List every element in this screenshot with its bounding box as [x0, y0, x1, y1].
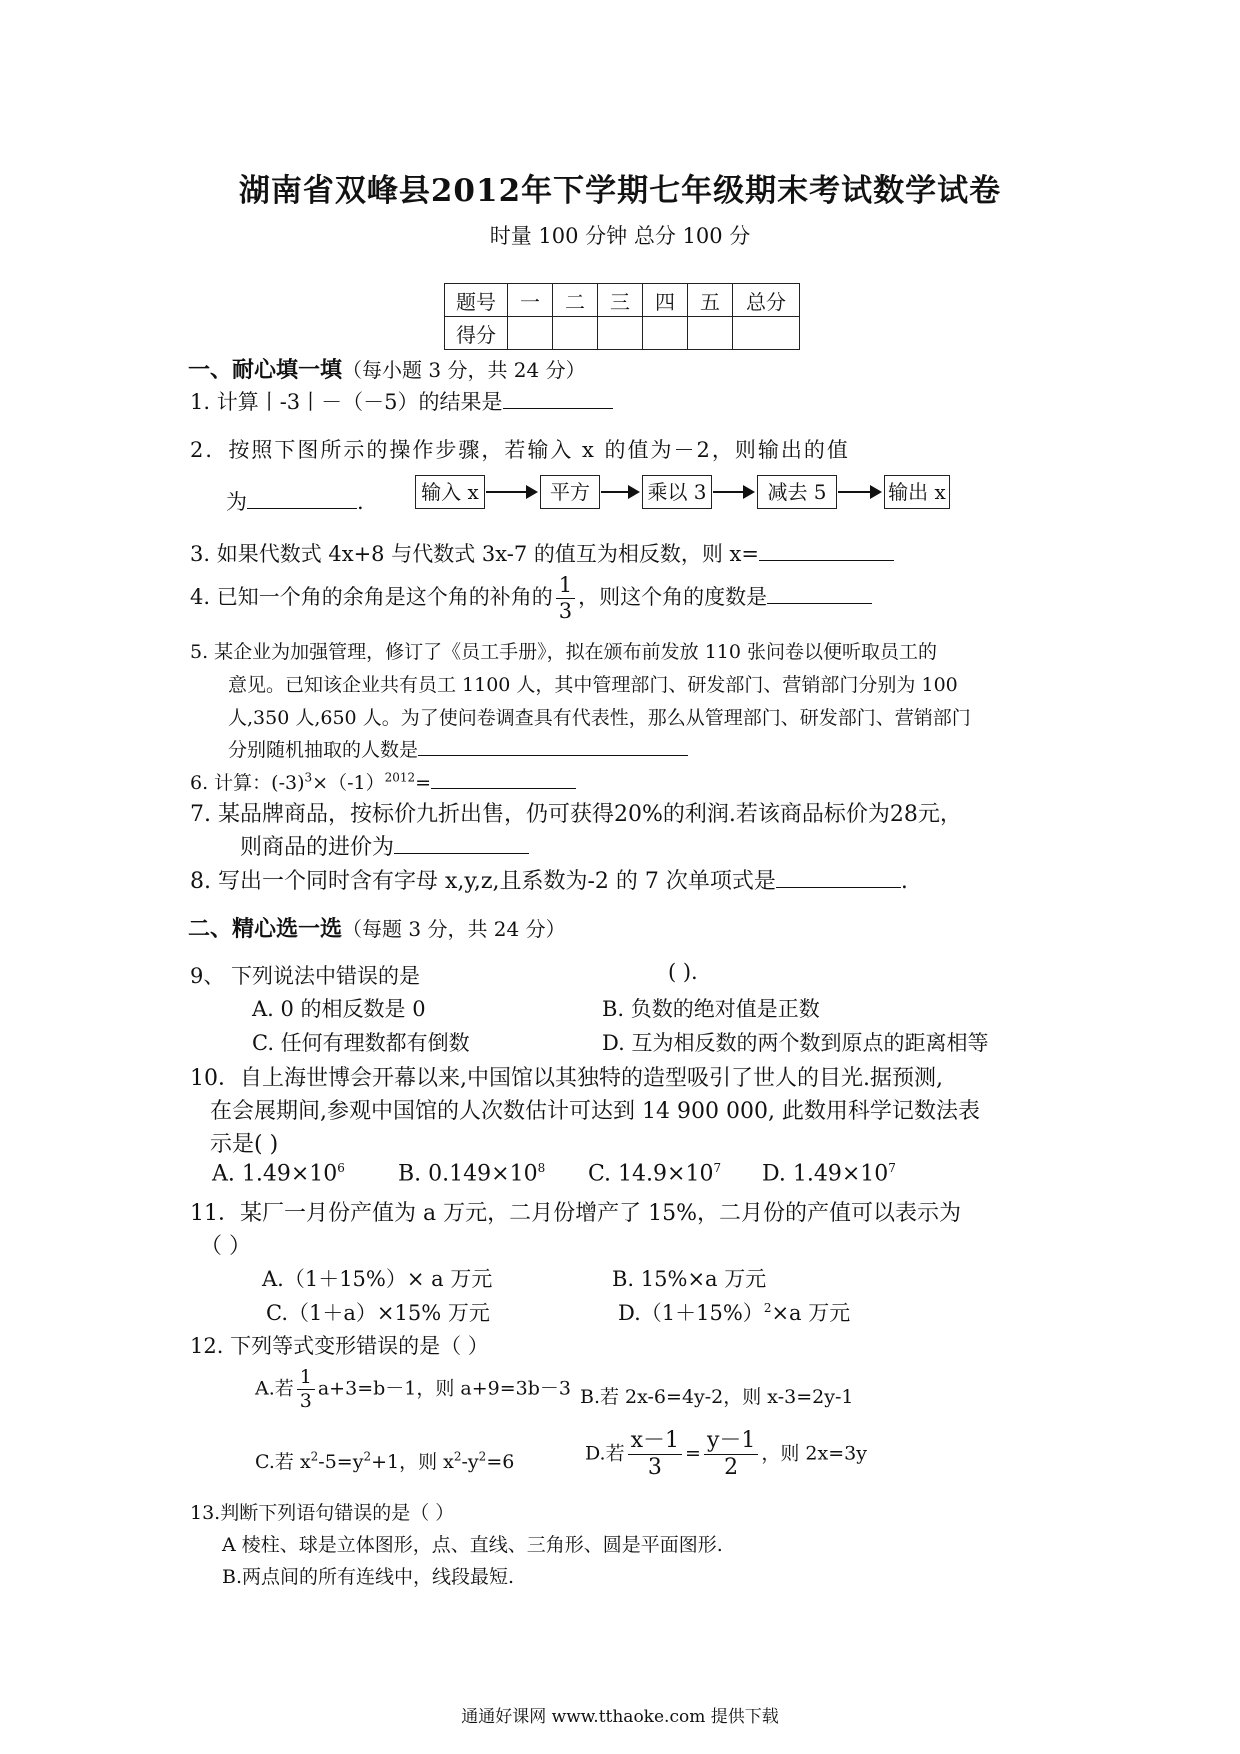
flow-arrow — [713, 491, 753, 493]
answer-blank — [776, 869, 901, 888]
question-6-prefix: 6. 计算：(-3) — [190, 772, 305, 794]
question-6-mid: ×（-1） — [312, 772, 385, 794]
option-a: A 棱柱、球是立体图形，点、直线、三角形、圆是平面图形. — [222, 1534, 723, 1556]
question-1 — [190, 386, 613, 416]
fraction-numerator: y－1 — [704, 1430, 758, 1455]
question-4 — [190, 575, 872, 622]
question-3-text: 3. 如果代数式 4x+8 与代数式 3x-7 的值互为相反数，则 x= — [190, 542, 759, 566]
section-2-heading — [188, 912, 566, 943]
question-6 — [190, 768, 576, 795]
exponent: 2012 — [384, 770, 416, 785]
question-2-prefix: 为 — [226, 490, 247, 514]
question-3 — [190, 538, 894, 568]
option-b — [398, 1161, 545, 1186]
footer-source: 通通好课网 www.tthaoke.com 提供下载 — [461, 1707, 779, 1727]
section-1-points: （每小题 3 分，共 24 分） — [342, 358, 586, 382]
question-8 — [190, 864, 908, 895]
option-d — [618, 1297, 850, 1327]
score-input-cell — [733, 317, 800, 350]
question-5-line1: 5. 某企业为加强管理，修订了《员工手册》，拟在颁布前发放 110 张问卷以便听取员工的 — [190, 641, 938, 663]
option-a: A. 0 的相反数是 0 — [252, 997, 426, 1021]
option-a-suffix: a+3=b－1，则 a+9=3b－3 — [317, 1377, 572, 1400]
option-c: C. 任何有理数都有倒数 — [252, 1031, 470, 1055]
option-b: B. 15%×a 万元 — [612, 1267, 767, 1291]
question-1-text: 1. 计算丨-3丨－（－5）的结果是 — [190, 390, 503, 414]
fraction — [704, 1430, 758, 1479]
score-input-cell — [643, 317, 688, 350]
question-8-text: 8. 写出一个同时含有字母 x,y,z,且系数为-2 的 7 次单项式是 — [190, 869, 776, 894]
table-cell: 二 — [553, 284, 598, 317]
table-cell: 一 — [508, 284, 553, 317]
question-9-text: 9、 下列说法中错误的是 — [190, 964, 421, 988]
score-input-cell — [688, 317, 733, 350]
fraction-denominator: 3 — [299, 1390, 312, 1412]
fraction-denominator: 3 — [647, 1455, 662, 1480]
option-c-text: C. 14.9×10 — [588, 1161, 714, 1187]
section-2-points: （每题 3 分，共 24 分） — [342, 917, 566, 941]
question-7-line2 — [240, 830, 529, 861]
section-1-title: 一、耐心填一填 — [188, 357, 343, 383]
score-input-cell — [508, 317, 553, 350]
flow-box-multiply: 乘以 3 — [642, 475, 712, 509]
fraction-numerator: x－1 — [628, 1430, 682, 1455]
fraction — [297, 1368, 315, 1411]
question-5-line3: 人,350 人,650 人。为了使问卷调查具有代表性，那么从管理部门、研发部门、营销部门 — [228, 707, 971, 729]
fraction-numerator: 1 — [297, 1368, 315, 1390]
answer-blank — [418, 737, 688, 756]
question-9 — [190, 960, 420, 990]
flow-arrow — [601, 491, 638, 493]
question-11-line2: （ ） — [200, 1234, 251, 1259]
question-7-line1: 7. 某品牌商品，按标价九折出售，仍可获得20%的利润.若该商品标价为28元， — [190, 802, 962, 827]
option-a: A.（1＋15%）× a 万元 — [262, 1267, 493, 1291]
table-cell: 得分 — [445, 317, 508, 350]
question-10-line1: 10．自上海世博会开幕以来,中国馆以其独特的造型吸引了世人的目光.据预测, — [190, 1066, 943, 1091]
option-b: B.若 2x-6=4y-2，则 x-3=2y-1 — [580, 1386, 854, 1408]
option-b: B. 负数的绝对值是正数 — [602, 997, 820, 1021]
question-7-text: 则商品的进价为 — [240, 835, 395, 860]
question-4-suffix: ，则这个角的度数是 — [578, 585, 768, 609]
flow-box-square: 平方 — [540, 475, 600, 509]
option-a-text: A. 1.49×10 — [212, 1161, 338, 1187]
option-d-suffix: ×a 万元 — [771, 1301, 851, 1325]
option-d — [762, 1161, 896, 1186]
question-13: 13.判断下列语句错误的是（ ） — [190, 1502, 455, 1524]
score-table — [444, 283, 800, 350]
option-b-text: B. 0.149×10 — [398, 1161, 538, 1187]
exponent: 6 — [337, 1161, 345, 1175]
option-c — [255, 1447, 514, 1474]
table-cell: 三 — [598, 284, 643, 317]
score-input-cell — [598, 317, 643, 350]
option-c-part: -5=y — [318, 1451, 364, 1473]
equals-sign: = — [685, 1442, 701, 1465]
question-5-text: 分别随机抽取的人数是 — [228, 739, 419, 761]
option-a-prefix: A.若 — [255, 1377, 294, 1400]
option-d-prefix: D.若 — [585, 1442, 625, 1465]
fraction-denominator: 2 — [724, 1455, 739, 1480]
option-d: D. 互为相反数的两个数到原点的距离相等 — [602, 1031, 989, 1055]
table-cell: 题号 — [445, 284, 508, 317]
option-c-part: C.若 x — [255, 1451, 311, 1473]
option-a — [212, 1161, 345, 1186]
question-10-line3: 示是( ) — [210, 1132, 279, 1157]
question-4-prefix: 4. 已知一个角的余角是这个角的补角的 — [190, 585, 553, 609]
answer-blank — [247, 488, 357, 509]
option-c: C.（1＋a）×15% 万元 — [266, 1301, 490, 1325]
flow-box-subtract: 减去 5 — [757, 475, 837, 509]
section-1-heading — [188, 353, 586, 384]
score-table-header-row — [445, 284, 800, 317]
answer-blank — [431, 770, 576, 789]
option-c-part: =6 — [486, 1451, 515, 1473]
table-cell: 五 — [688, 284, 733, 317]
fraction-numerator: 1 — [556, 575, 575, 599]
answer-blank — [767, 583, 872, 604]
flow-box-output: 输出 x — [884, 475, 950, 509]
flow-arrow — [838, 491, 880, 493]
table-cell: 总分 — [733, 284, 800, 317]
page-title: 湖南省双峰县2012年下学期七年级期末考试数学试卷 — [238, 173, 1002, 209]
option-d-text: D. 1.49×10 — [762, 1161, 889, 1187]
question-2-line1: 2．按照下图所示的操作步骤，若输入 x 的值为－2，则输出的值 — [190, 438, 850, 462]
fraction-denominator: 3 — [558, 599, 573, 623]
question-5-line4 — [228, 735, 688, 762]
table-cell: 四 — [643, 284, 688, 317]
question-5-line2: 意见。已知该企业共有员工 1100 人，其中管理部门、研发部门、营销部门分别为 100 — [228, 674, 958, 696]
option-c-part: -y — [461, 1451, 479, 1473]
option-b: B.两点间的所有连线中，线段最短. — [222, 1566, 515, 1588]
question-11-line1: 11．某厂一月份产值为 a 万元，二月份增产了 15%，二月份的产值可以表示为 — [190, 1201, 961, 1226]
exponent: 7 — [713, 1161, 722, 1175]
flow-box-input: 输入 x — [415, 475, 485, 509]
fraction — [628, 1430, 682, 1479]
question-9-paren: ( ). — [668, 960, 698, 984]
exponent: 3 — [304, 770, 313, 785]
option-d-prefix: D.（1＋15%） — [618, 1301, 764, 1325]
period: . — [900, 869, 908, 894]
score-table-score-row — [445, 317, 800, 350]
exponent: 2 — [453, 1449, 462, 1464]
question-10-line2: 在会展期间,参观中国馆的人次数估计可达到 14 900 000, 此数用科学记数法表 — [210, 1099, 980, 1124]
exponent: 2 — [363, 1449, 372, 1464]
option-d — [585, 1430, 867, 1479]
score-input-cell — [553, 317, 598, 350]
period: . — [357, 490, 364, 514]
question-6-suffix: = — [415, 772, 432, 794]
flow-arrow — [486, 491, 536, 493]
exponent: 8 — [537, 1161, 546, 1175]
option-d-suffix: ，则 2x=3y — [761, 1442, 867, 1465]
exponent: 2 — [763, 1301, 772, 1315]
answer-blank — [759, 540, 894, 561]
exponent: 2 — [310, 1449, 319, 1464]
answer-blank — [394, 833, 529, 854]
fraction — [556, 575, 575, 622]
question-2-line2 — [226, 486, 364, 516]
option-c-part: +1，则 x — [371, 1451, 454, 1473]
section-2-title: 二、精心选一选 — [188, 916, 343, 942]
answer-blank — [503, 388, 613, 409]
option-a — [255, 1368, 571, 1411]
exam-meta: 时量 100 分钟 总分 100 分 — [489, 224, 751, 248]
exponent: 2 — [478, 1449, 487, 1464]
exponent: 7 — [888, 1161, 896, 1175]
option-c — [588, 1161, 721, 1186]
question-12: 12. 下列等式变形错误的是（ ） — [190, 1334, 489, 1358]
